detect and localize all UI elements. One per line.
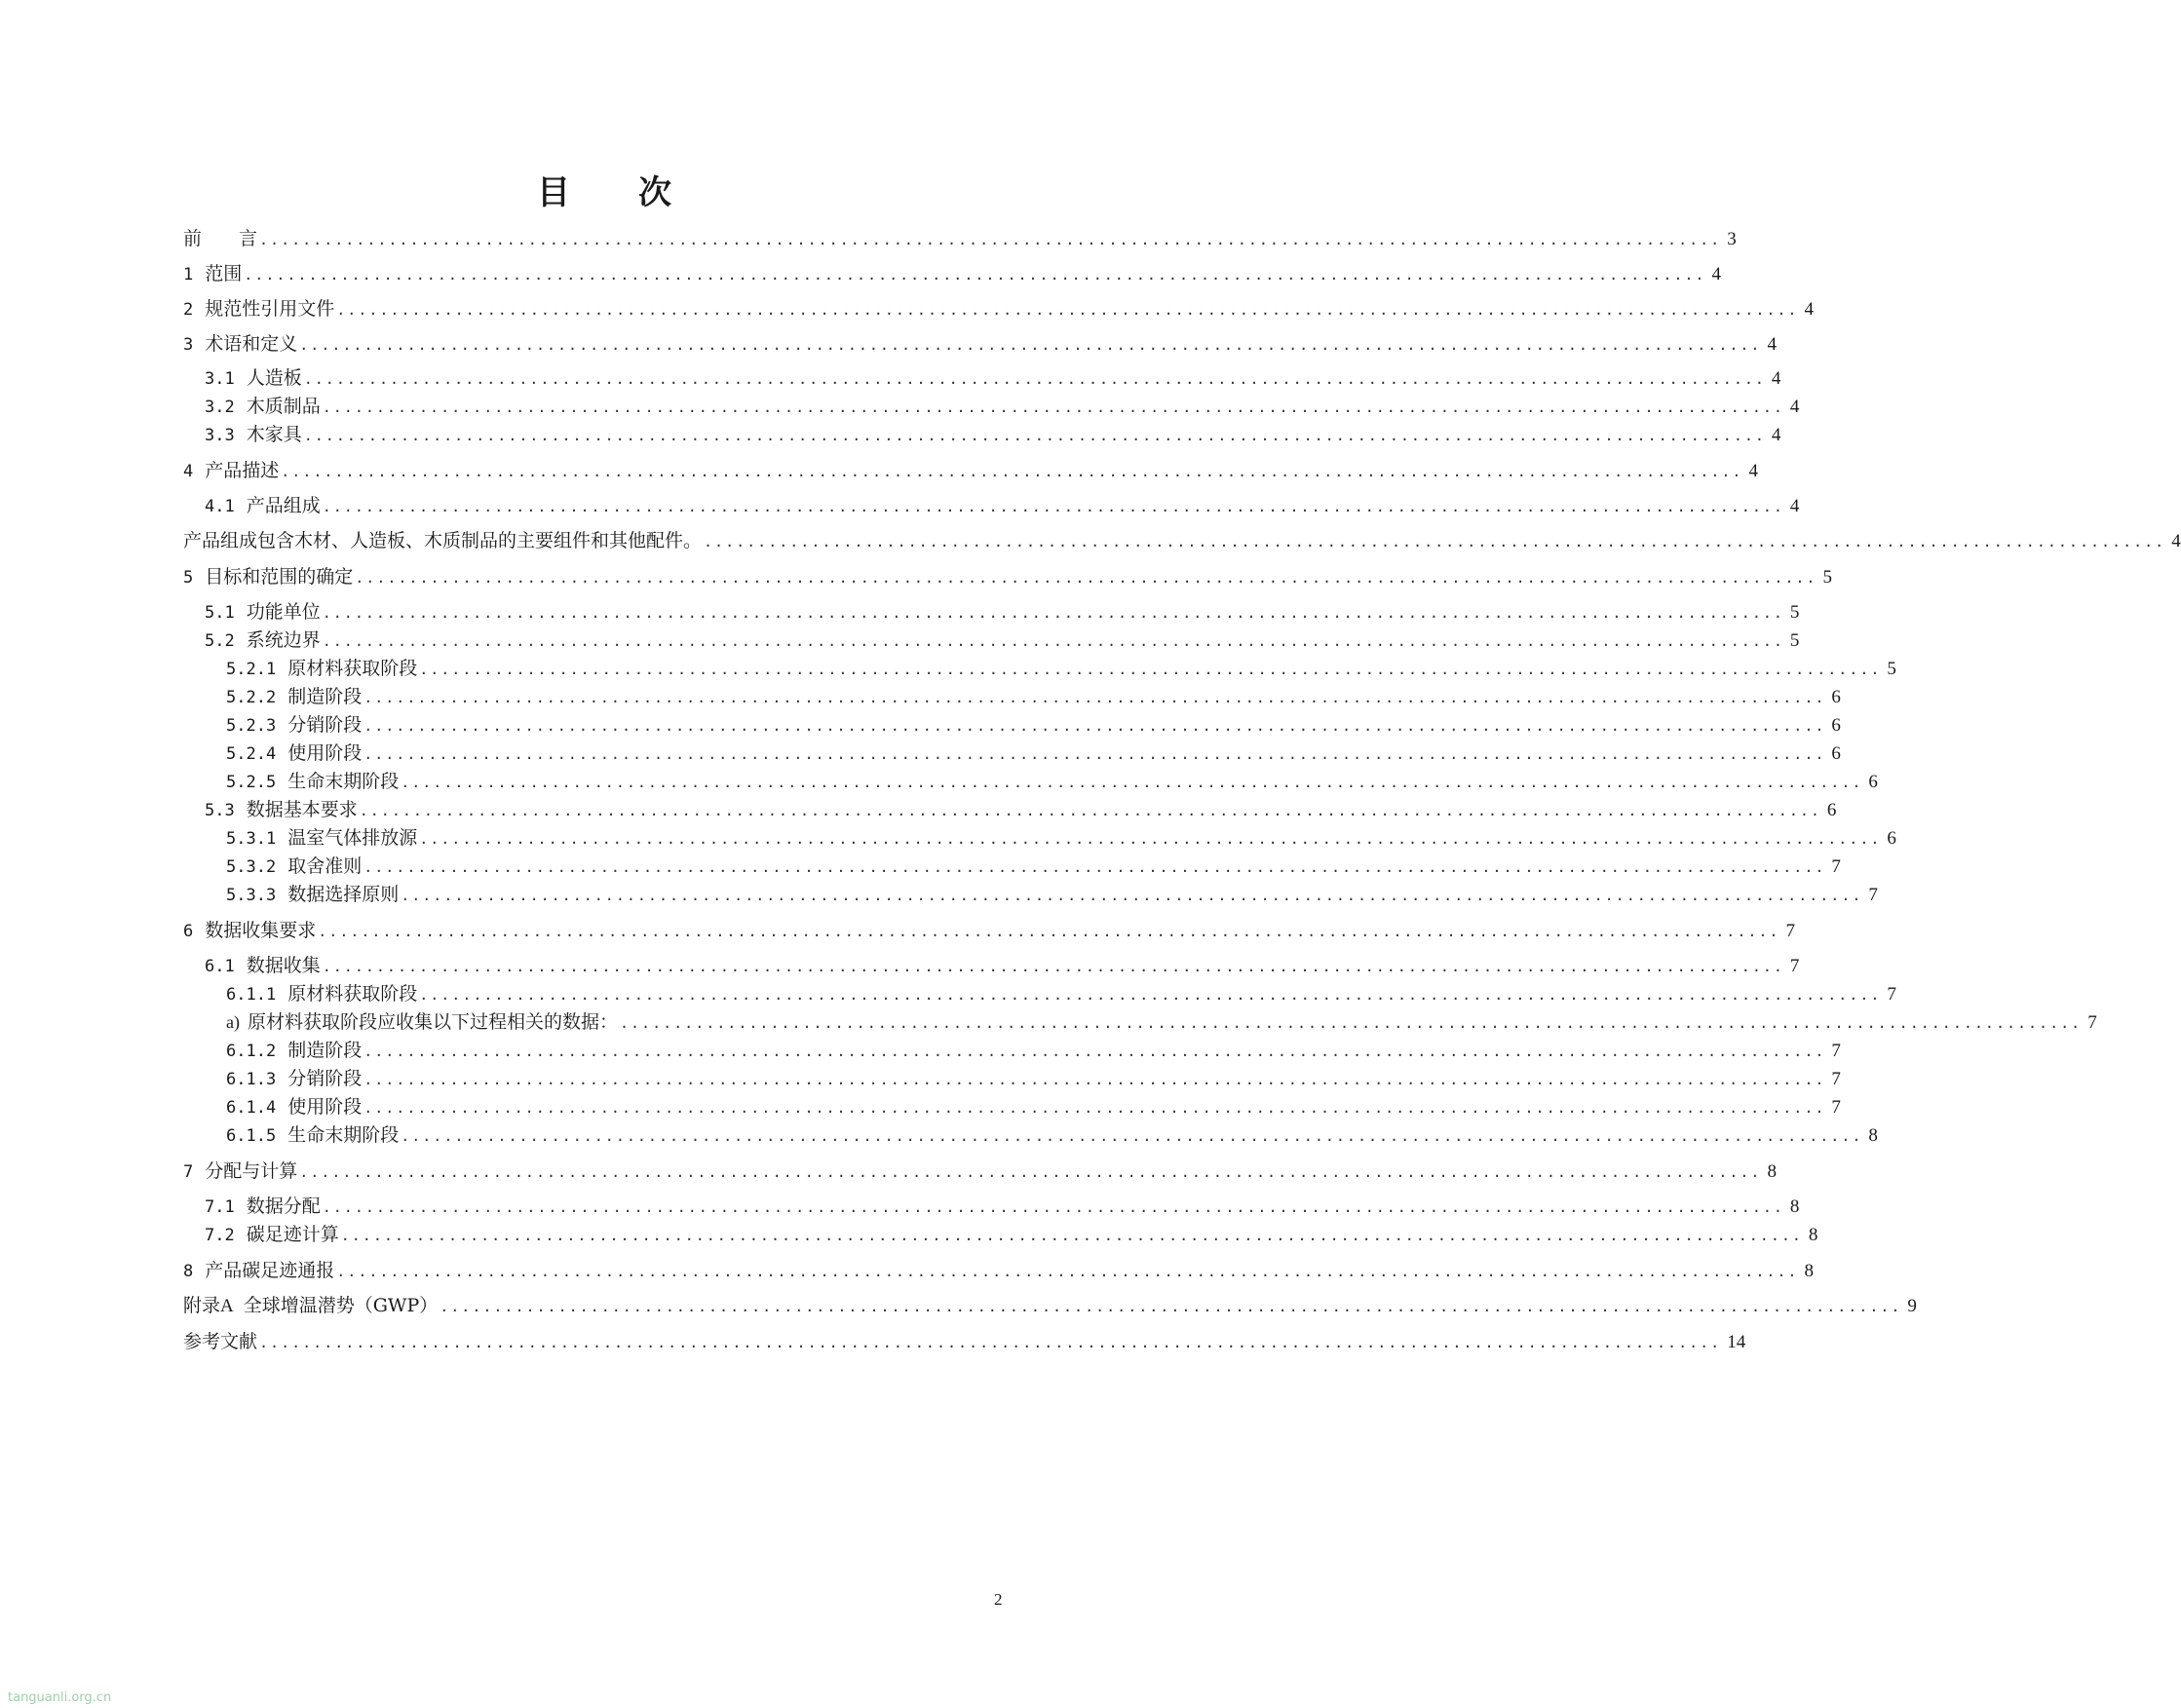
toc-entry[interactable]: 3.3 木家具 ........................................................................................................................................ 4 xyxy=(205,420,1123,449)
toc-entry[interactable]: 5.2.1 原材料获取阶段 ........................................................................................................................................ 5 xyxy=(226,654,1123,683)
leader-dots: ........................................................................................................................................ xyxy=(364,1099,1826,1117)
title-char-1: 目 xyxy=(537,173,570,212)
toc-entry[interactable]: 3.1 人造板 ........................................................................................................................................ 4 xyxy=(205,363,1123,393)
toc-entry[interactable]: 7.1 数据分配 ........................................................................................................................................ 8 xyxy=(205,1192,1123,1221)
toc-entry[interactable]: 6.1.1 原材料获取阶段 ........................................................................................................................................ 7 xyxy=(226,979,1123,1008)
toc-entry[interactable]: 5.3.3 数据选择原则 ........................................................................................................................................ 7 xyxy=(226,880,1123,909)
leader-dots: ........................................................................................................................................ xyxy=(281,463,1743,480)
leader-dots: ........................................................................................................................................ xyxy=(364,858,1826,876)
toc-entry[interactable]: 前 言 ........................................................................................................................................ 3 xyxy=(183,224,1123,253)
toc-entry[interactable]: 6.1.3 分销阶段 ........................................................................................................................................ 7 xyxy=(226,1064,1123,1093)
toc-entry[interactable]: 6.1.4 使用阶段 ........................................................................................................................................ 7 xyxy=(226,1092,1123,1121)
leader-dots: ........................................................................................................................................ xyxy=(359,802,1821,819)
toc-entry[interactable]: 7.2 碳足迹计算 ........................................................................................................................................ 8 xyxy=(205,1220,1123,1249)
toc-entry[interactable]: 8 产品碳足迹通报 ........................................................................................................................................ 8 xyxy=(183,1256,1123,1285)
toc-entry[interactable]: 5 目标和范围的确定 ........................................................................................................................................ 5 xyxy=(183,562,1123,591)
toc-entry[interactable]: 6.1 数据收集 ........................................................................................................................................ 7 xyxy=(205,951,1123,980)
toc-entry[interactable]: 2 规范性引用文件 ........................................................................................................................................ 4 xyxy=(183,294,1123,323)
leader-dots: ........................................................................................................................................ xyxy=(303,370,1766,388)
leader-dots: ........................................................................................................................................ xyxy=(364,717,1826,735)
toc-entry[interactable]: 4 产品描述 ........................................................................................................................................ 4 xyxy=(183,456,1123,485)
leader-dots: ........................................................................................................................................ xyxy=(364,689,1826,706)
leader-dots: ........................................................................................................................................ xyxy=(244,266,1706,284)
leader-dots: ........................................................................................................................................ xyxy=(340,1227,1803,1244)
toc-entry[interactable]: 6 数据收集要求 ........................................................................................................................................ 7 xyxy=(183,916,1123,945)
toc-entry[interactable]: 5.2.2 制造阶段 ........................................................................................................................................ 6 xyxy=(226,682,1123,711)
leader-dots: ........................................................................................................................................ xyxy=(355,569,1818,587)
toc-entry[interactable]: 3 术语和定义 ........................................................................................................................................ 4 xyxy=(183,329,1123,359)
leader-dots: ........................................................................................................................................ xyxy=(259,1334,1722,1351)
toc-entry[interactable]: 5.3.2 取舍准则 ........................................................................................................................................ 7 xyxy=(226,852,1123,881)
leader-dots: ........................................................................................................................................ xyxy=(322,958,1784,975)
toc-entry[interactable]: 5.2 系统边界 ........................................................................................................................................ 5 xyxy=(205,626,1123,655)
leader-dots: ........................................................................................................................................ xyxy=(364,745,1826,763)
leader-dots: ........................................................................................................................................ xyxy=(364,1071,1826,1088)
leader-dots: ........................................................................................................................................ xyxy=(322,1198,1784,1216)
toc-entry[interactable]: 1 范围 ........................................................................................................................................ 4 xyxy=(183,259,1123,288)
leader-dots: ........................................................................................................................................ xyxy=(336,301,1799,319)
toc-entry[interactable]: 6.1.2 制造阶段 ........................................................................................................................................ 7 xyxy=(226,1036,1123,1065)
page-number: 2 xyxy=(994,1590,1003,1609)
leader-dots: ........................................................................................................................................ xyxy=(318,923,1780,940)
toc-entry[interactable]: 5.3 数据基本要求 ........................................................................................................................................ 6 xyxy=(205,795,1123,824)
leader-dots: ........................................................................................................................................ xyxy=(419,661,1882,678)
toc-entry[interactable]: 5.2.5 生命末期阶段 ........................................................................................................................................ 6 xyxy=(226,767,1123,796)
toc-entry[interactable]: a) 原材料获取阶段应收集以下过程相关的数据： ........................................................................................................................................ 7 xyxy=(226,1007,1123,1037)
leader-dots: ........................................................................................................................................ xyxy=(322,632,1784,650)
leader-dots: ........................................................................................................................................ xyxy=(620,1014,2083,1032)
toc-entry[interactable]: 6.1.5 生命末期阶段 ........................................................................................................................................ 8 xyxy=(226,1120,1123,1150)
leader-dots: ........................................................................................................................................ xyxy=(440,1298,1902,1315)
leader-dots: ........................................................................................................................................ xyxy=(259,231,1722,248)
leader-dots: ........................................................................................................................................ xyxy=(299,1163,1762,1181)
toc-entry[interactable]: 5.2.4 使用阶段 ........................................................................................................................................ 6 xyxy=(226,739,1123,768)
leader-dots: ........................................................................................................................................ xyxy=(364,1043,1826,1060)
leader-dots: ........................................................................................................................................ xyxy=(336,1263,1799,1280)
leader-dots: ........................................................................................................................................ xyxy=(401,1127,1863,1145)
leader-dots: ........................................................................................................................................ xyxy=(401,774,1863,791)
toc-entry[interactable]: 附录A 全球增温潜势（GWP） ........................................................................................................................................ 9 xyxy=(183,1291,1123,1320)
leader-dots: ........................................................................................................................................ xyxy=(322,498,1784,515)
leader-dots: ........................................................................................................................................ xyxy=(322,399,1784,416)
toc-entry[interactable]: 产品组成包含木材、人造板、木质制品的主要组件和其他配件。 ........................................................................................................................................ 4 xyxy=(183,526,1123,555)
toc-entry[interactable]: 3.2 木质制品 ........................................................................................................................................ 4 xyxy=(205,392,1123,421)
toc-entry[interactable]: 5.2.3 分销阶段 ........................................................................................................................................ 6 xyxy=(226,710,1123,740)
leader-dots: ........................................................................................................................................ xyxy=(299,336,1762,354)
leader-dots: ........................................................................................................................................ xyxy=(401,887,1863,904)
toc-entry[interactable]: 4.1 产品组成 ........................................................................................................................................ 4 xyxy=(205,491,1123,520)
toc-entry[interactable]: 5.3.1 温室气体排放源 ........................................................................................................................................ 6 xyxy=(226,823,1123,853)
leader-dots: ........................................................................................................................................ xyxy=(303,427,1766,444)
toc-entry[interactable]: 7 分配与计算 ........................................................................................................................................ 8 xyxy=(183,1157,1123,1186)
toc-entry[interactable]: 参考文献 ........................................................................................................................................ 14 xyxy=(183,1327,1123,1356)
leader-dots: ........................................................................................................................................ xyxy=(704,533,2166,550)
leader-dots: ........................................................................................................................................ xyxy=(419,986,1882,1004)
leader-dots: ........................................................................................................................................ xyxy=(322,604,1784,622)
toc-entry[interactable]: 5.1 功能单位 ........................................................................................................................................ 5 xyxy=(205,597,1123,626)
watermark: tanguanli.org.cn xyxy=(8,1690,112,1705)
leader-dots: ........................................................................................................................................ xyxy=(419,830,1882,848)
page-title xyxy=(0,166,1208,213)
title-char-2: 次 xyxy=(638,173,671,212)
